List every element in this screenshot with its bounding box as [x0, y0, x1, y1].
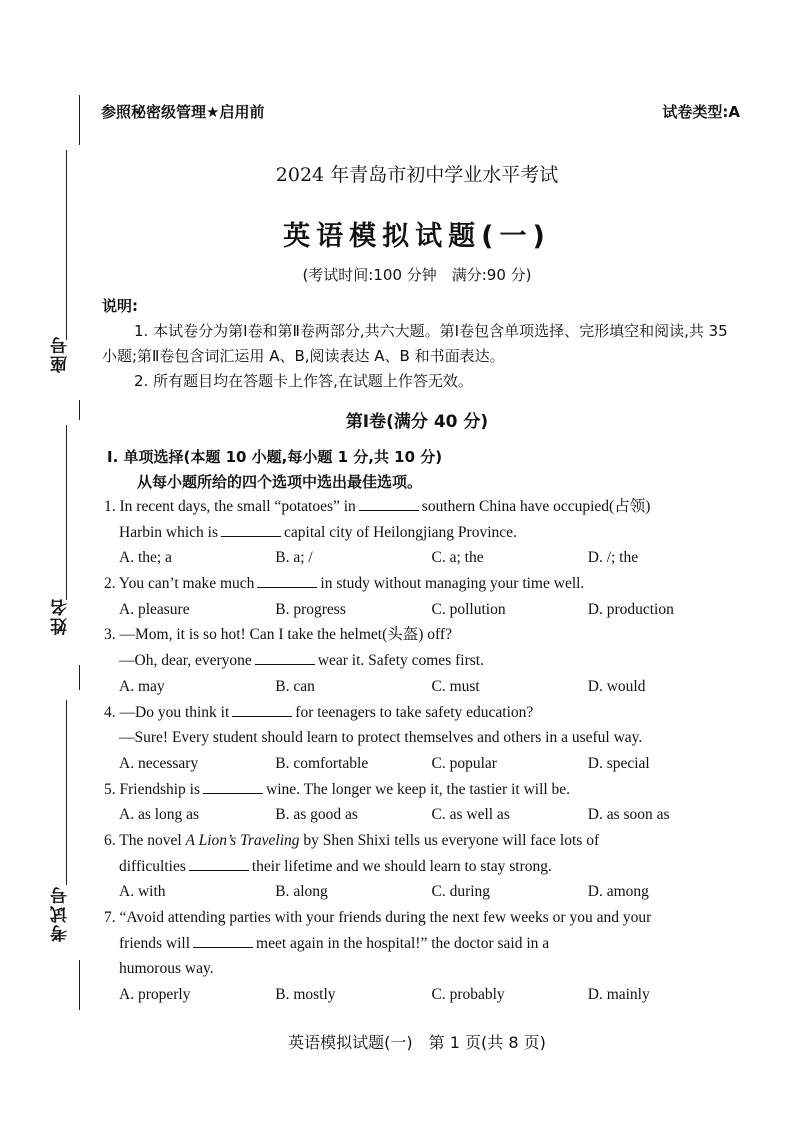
option-b: B. a; / [275, 549, 313, 567]
option-c: C. must [431, 677, 480, 695]
section-heading: Ⅰ. 单项选择(本题 10 小题,每小题 1 分,共 10 分) [107, 448, 443, 466]
question-text: meet again in the hospital!” the doctor said in a [256, 934, 550, 952]
question-text: 3. —Mom, it is so hot! Can I take the helmet(头盔) off? [104, 626, 452, 644]
question-item [104, 905, 744, 1008]
option-d: D. among [587, 883, 649, 901]
answer-blank [193, 933, 253, 948]
option-a: A. pleasure [119, 600, 190, 618]
notes-item-2: 2. 所有题目均在答题卡上作答,在试题上作答无效。 [134, 372, 473, 390]
question-text: wine. The longer we keep it, the tastier it will be. [266, 780, 571, 798]
option-d: D. production [587, 600, 674, 618]
question-text: difficulties [119, 857, 186, 875]
paper-title: 英语模拟试题(一) [283, 221, 551, 252]
answer-blank [255, 650, 315, 665]
option-a: A. necessary [119, 754, 199, 772]
question-text: for teenagers to take safety education? [295, 703, 534, 721]
question-text: their lifetime and we should learn to stay strong. [251, 857, 552, 875]
answer-blank [257, 573, 317, 588]
question-text: by Shen Shixi tells us everyone will face lots of [303, 831, 600, 849]
question-item [104, 700, 744, 777]
instructions-block [102, 294, 742, 394]
option-a: A. properly [119, 986, 191, 1004]
question-text: 6. The novel [104, 831, 182, 849]
option-a: A. as long as [119, 806, 200, 824]
question-item [104, 828, 744, 905]
paper-subtitle: (考试时间:100 分钟 满分:90 分) [302, 266, 532, 284]
question-text: —Sure! Every student should learn to protect themselves and others in a useful way. [119, 729, 643, 747]
question-text: southern China have occupied(占领) [421, 498, 651, 515]
question-text: Harbin which is [119, 523, 219, 541]
name-blank-line [66, 425, 67, 600]
question-text: —Oh, dear, everyone [119, 652, 252, 670]
binding-line-bottom [79, 960, 80, 1010]
exam-name: 2024 年青岛市初中学业水平考试 [275, 164, 559, 186]
question-text: 1. In recent days, the small “potatoes” in [104, 498, 356, 515]
paper-type: 试卷类型:A [662, 103, 740, 121]
question-text: wear it. Safety comes first. [317, 652, 484, 670]
question-text: in study without managing your time well. [320, 575, 585, 593]
book-title: A Lion’s Traveling [185, 831, 300, 849]
option-c: C. a; the [431, 549, 484, 567]
question-item [104, 494, 744, 571]
seat-label: 座号 [51, 335, 71, 373]
option-b: B. mostly [275, 986, 336, 1004]
question-item [104, 777, 744, 828]
option-d: D. special [587, 754, 650, 772]
notes-item-1: 1. 本试卷分为第Ⅰ卷和第Ⅱ卷两部分,共六大题。第Ⅰ卷包含单项选择、完形填空和阅读,共 35 小题;第Ⅱ卷包含词汇运用 A、B,阅读表达 A、B 和书面表达。 [102, 322, 728, 365]
question-text: 2. You can’t make much [104, 575, 255, 593]
option-c: C. popular [431, 754, 497, 772]
option-d: D. /; the [587, 549, 639, 567]
question-text: humorous way. [119, 960, 214, 978]
option-a: A. the; a [119, 549, 172, 567]
section-instruction: 从每小题所给的四个选项中选出最佳选项。 [137, 473, 423, 491]
option-a: A. may [119, 677, 165, 695]
question-text: friends will [119, 934, 191, 952]
option-b: B. progress [275, 600, 346, 618]
option-d: D. as soon as [587, 806, 670, 824]
option-b: B. as good as [275, 806, 358, 824]
option-c: C. as well as [431, 806, 510, 824]
answer-blank [232, 702, 292, 717]
question-text: 4. —Do you think it [104, 703, 230, 721]
answer-blank [359, 496, 419, 511]
option-c: C. probably [431, 986, 505, 1004]
page-footer: 英语模拟试题(一) 第 1 页(共 8 页) [288, 1033, 546, 1052]
option-a: A. with [119, 883, 166, 901]
answer-blank [189, 856, 249, 871]
answer-blank [221, 522, 281, 537]
option-b: B. along [275, 883, 328, 901]
confidential-notice: 参照秘密级管理★启用前 [101, 103, 265, 121]
option-d: D. would [587, 677, 646, 695]
exam-no-label: 考试号 [51, 885, 71, 942]
option-c: C. pollution [431, 600, 506, 618]
option-b: B. can [275, 677, 315, 695]
name-label: 姓名 [51, 597, 71, 635]
option-d: D. mainly [587, 986, 650, 1004]
question-text: 7. “Avoid attending parties with your friends during the next few weeks or you and your [104, 909, 652, 926]
question-text: 5. Friendship is [104, 780, 201, 798]
question-list [104, 494, 744, 1008]
binding-line-top [79, 95, 80, 145]
question-text: capital city of Heilongjiang Province. [284, 523, 517, 541]
question-item [104, 622, 744, 699]
answer-blank [203, 779, 263, 794]
binding-line-mid2 [79, 665, 80, 690]
exam-no-blank-line [66, 700, 67, 885]
part-title: 第Ⅰ卷(满分 40 分) [345, 412, 489, 432]
option-c: C. during [431, 883, 491, 901]
notes-label: 说明: [102, 297, 138, 315]
option-b: B. comfortable [275, 754, 369, 772]
question-item [104, 571, 744, 622]
